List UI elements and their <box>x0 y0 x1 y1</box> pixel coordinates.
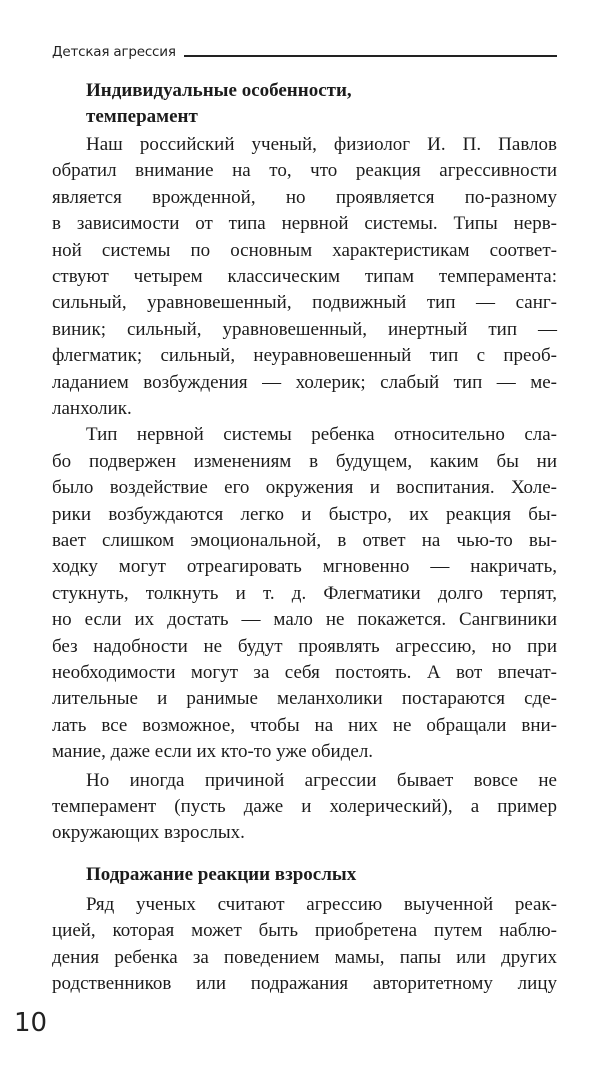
text-line: ной системы по основным характеристикам соответ- <box>52 239 557 261</box>
text-line: стукнуть, толкнуть и т. д. Флегматики долго терпят, <box>52 582 557 604</box>
section-heading <box>52 78 557 130</box>
running-header-title: Детская агрессия <box>52 44 176 60</box>
text-line: ствуют четырем классическим типам темперамента: <box>52 265 557 287</box>
header-rule <box>184 55 557 57</box>
text-line: лительные и ранимые меланхолики постараются сде- <box>52 688 557 710</box>
text-line: дения ребенка за поведением мамы, папы или других <box>52 946 557 968</box>
text-line: флегматик; сильный, неуравновешенный тип с преоб- <box>52 345 557 367</box>
text-line: необходимости могут за себя постоять. А вот впечат- <box>52 661 557 683</box>
text-line: цией, которая может быть приобретена путем наблю- <box>52 920 557 942</box>
text-line: темперамент (пусть даже и холерический), а пример <box>52 795 557 817</box>
text-line: но если их достать — мало не покажется. Сангвиники <box>52 609 557 631</box>
text-line: является врожденной, но проявляется по-разному <box>52 186 557 208</box>
running-header <box>52 38 557 60</box>
page-number: 10 <box>14 1008 48 1038</box>
paragraph <box>52 768 557 847</box>
section-heading <box>52 862 557 888</box>
text-line: рики возбуждаются легко и быстро, их реакция бы- <box>52 503 557 525</box>
text-line: Ряд ученых считают агрессию выученной реак- <box>86 894 557 915</box>
text-line: вает слишком эмоциональной, в ответ на чью-то вы- <box>52 529 557 551</box>
text-line: Но иногда причиной агрессии бывает вовсе не <box>86 769 557 791</box>
heading-line: Подражание реакции взрослых <box>86 864 357 885</box>
text-line: в зависимости от типа нервной системы. Типы нерв- <box>52 213 557 235</box>
text-line: без надобности не будут проявлять агрессию, но при <box>52 635 557 657</box>
text-line: сильный, уравновешенный, подвижный тип — санг- <box>52 292 557 314</box>
paragraph <box>52 132 557 422</box>
text-line: ладанием возбуждения — холерик; слабый тип — ме- <box>52 371 557 393</box>
text-line: Наш российский ученый, физиолог И. П. Павлов <box>86 134 557 155</box>
text-line: окружающих взрослых. <box>52 822 245 844</box>
text-line: мание, даже если их кто-то уже обидел. <box>52 741 374 763</box>
text-line: виник; сильный, уравновешенный, инертный тип — <box>52 318 557 340</box>
text-line: обратил внимание на то, что реакция агрессивности <box>52 160 557 182</box>
text-line: лать все возможное, чтобы на них не обращали вни- <box>52 714 557 736</box>
text-line: Тип нервной системы ребенка относительно сла- <box>86 424 557 446</box>
text-line: было воздействие его окружения и воспитания. Холе- <box>52 477 557 499</box>
heading-line: Индивидуальные особенности, <box>86 80 352 101</box>
text-line: ходку могут отреагировать мгновенно — накричать, <box>52 556 557 578</box>
text-line: родственников или подражания авторитетному лицу <box>52 973 557 995</box>
text-line: бо подвержен изменениям в будущем, каким бы ни <box>52 450 557 472</box>
paragraph <box>52 892 557 998</box>
heading-line: темперамент <box>86 106 198 127</box>
text-line: ланхолик. <box>52 397 132 419</box>
paragraph <box>52 422 557 765</box>
